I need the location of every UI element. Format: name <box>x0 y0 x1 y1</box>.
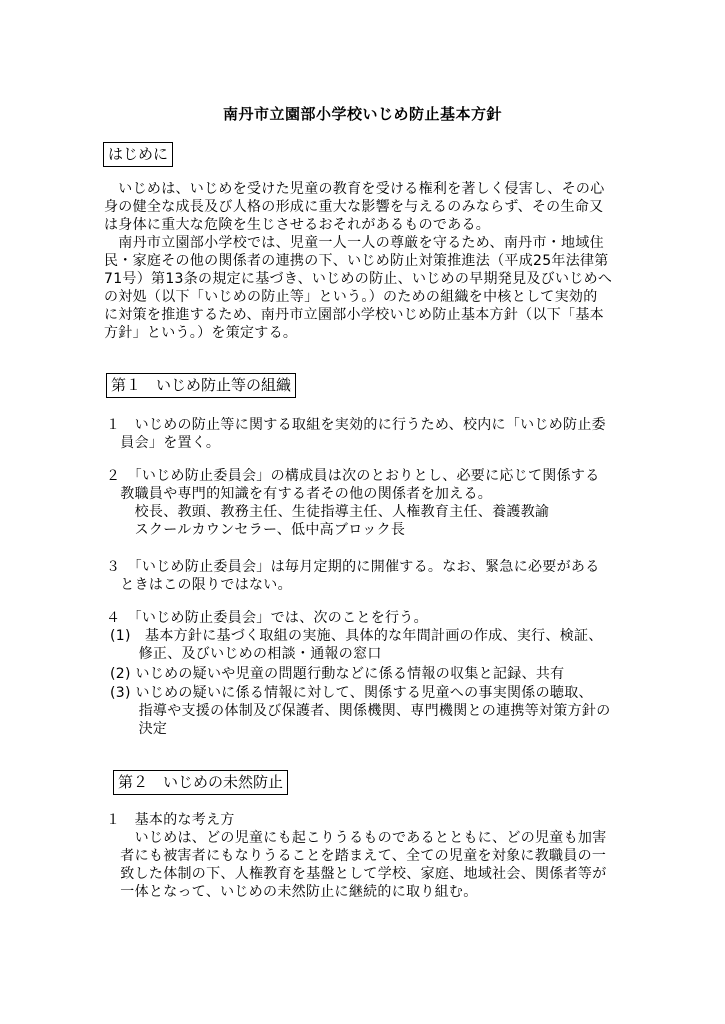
document-title: 南丹市立園部小学校いじめ防止基本方針 <box>222 105 502 123</box>
section2-line: 者にも被害者にもなりうることを踏まえて、全ての児童を対象に教職員の一 <box>106 848 607 864</box>
section1-line: (3) いじめの疑いに係る情報に対して、関係する児童への事実関係の聴取、 <box>110 685 593 701</box>
section1-line: １ いじめの防止等に関する取組を実効的に行うため、校内に「いじめ防止委 <box>106 417 606 433</box>
section1-line: 校長、教頭、教務主任、生徒指導主任、人権教育主任、養護教諭 <box>106 504 550 520</box>
intro-line: 南丹市立園部小学校では、児童一人一人の尊厳を守るため、南丹市・地域住 <box>104 235 604 251</box>
section1-line: 教職員や専門的知識を有する者その他の関係者を加える。 <box>106 486 493 502</box>
section1-heading: 第１ いじめ防止等の組織 <box>106 373 296 398</box>
intro-line: の対処（以下「いじめの防止等」という。）のための組織を中核として実効的 <box>104 289 598 305</box>
section2-line: １ 基本的な考え方 <box>106 812 235 828</box>
section2-line: 一体となって、いじめの未然防止に継続的に取り組む。 <box>106 884 478 900</box>
section2-line: いじめは、どの児童にも起こりうるものであるとともに、どの児童も加害 <box>106 830 607 846</box>
section1-line: ４ 「いじめ防止委員会」では、次のことを行う。 <box>106 610 428 626</box>
section1-line: 員会」を置く。 <box>106 435 221 451</box>
section1-line: 決定 <box>110 721 168 737</box>
intro-line: 身の健全な成長及び人格の形成に重大な影響を与えるのみならず、その生命又 <box>104 199 604 215</box>
intro-line: に対策を推進するため、南丹市立園部小学校いじめ防止基本方針（以下「基本 <box>104 307 604 323</box>
intro-line: 方針」という。）を策定する。 <box>104 325 298 341</box>
section1-line: 修正、及びいじめの相談・通報の窓口 <box>110 646 382 662</box>
section1-line: (1) 基本方針に基づく取組の実施、具体的な年間計画の作成、実行、検証、 <box>110 628 603 644</box>
section1-line: ３ 「いじめ防止委員会」は毎月定期的に開催する。なお、緊急に必要がある <box>106 559 600 575</box>
section2-line: 致した体制の下、人権教育を基盤として学校、家庭、地域社会、関係者等が <box>106 866 607 882</box>
intro-heading: はじめに <box>103 142 173 167</box>
intro-line: いじめは、いじめを受けた児童の教育を受ける権利を著しく侵害し、その心 <box>104 181 605 197</box>
section1-line: (2) いじめの疑いや児童の問題行動などに係る情報の収集と記録、共有 <box>110 666 565 682</box>
intro-line: 71号）第13条の規定に基づき、いじめの防止、いじめの早期発見及びいじめへ <box>104 271 613 287</box>
section1-line: ときはこの限りではない。 <box>106 577 292 593</box>
intro-line: 民・家庭その他の関係者の連携の下、いじめ防止対策推進法（平成25年法律第 <box>104 253 609 269</box>
section1-line: ２ 「いじめ防止委員会」の構成員は次のとおりとし、必要に応じて関係する <box>106 468 600 484</box>
section2-heading: 第２ いじめの未然防止 <box>113 770 288 795</box>
section1-line: 指導や支援の体制及び保護者、関係機関、専門機関との連携等対策方針の <box>110 703 611 719</box>
intro-line: は身体に重大な危険を生じさせるおそれがあるものである。 <box>104 217 491 233</box>
section1-line: スクールカウンセラー、低中高ブロック長 <box>106 522 406 538</box>
